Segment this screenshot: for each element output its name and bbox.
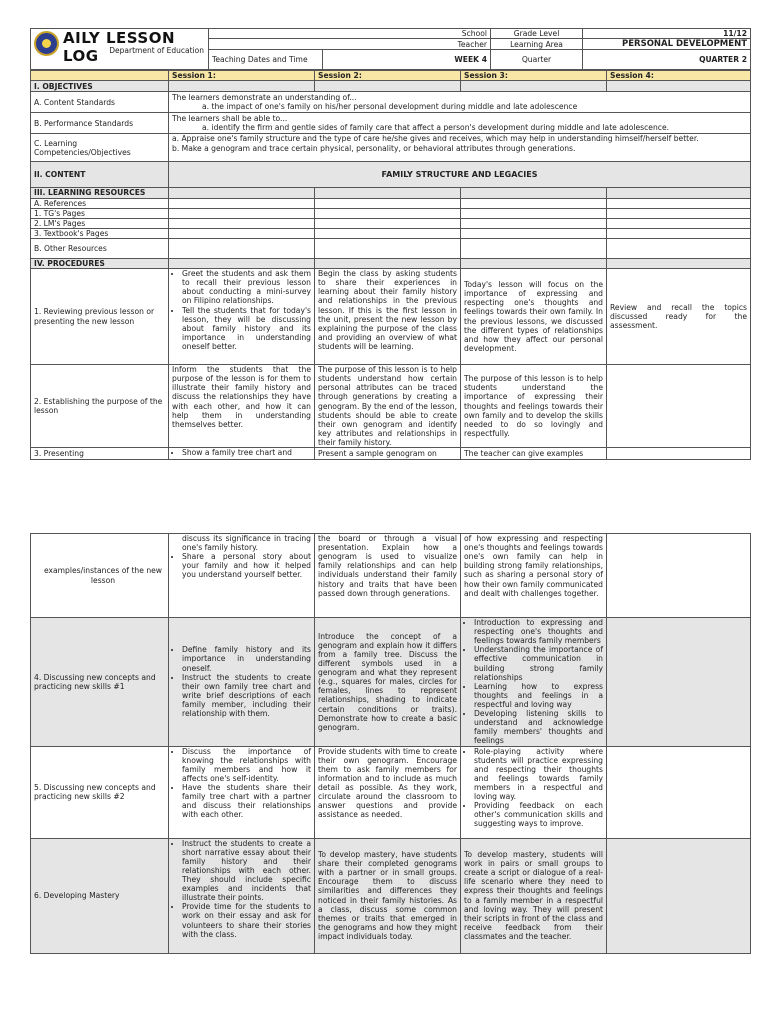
content-standards-value — [169, 92, 751, 113]
procedure-6-s3: To develop mastery, students will work in pairs or small groups to create a script or dialogue of a real-life scenario where they need to express their thoughts and feelings to a family member in a respectful and loving way. They will present their scripts in front of the class and receive feedback from their classmates and the teacher. — [461, 838, 607, 953]
week-value: WEEK 4 — [323, 50, 491, 70]
procedure-row-4 — [31, 618, 751, 747]
quarter-value: QUARTER 2 — [583, 50, 751, 70]
session-4-label: Session 4: — [607, 71, 751, 81]
textbook-pages-label: 3. Textbook's Pages — [31, 228, 169, 238]
procedure-4-s3-bullet-3: • Learning how to express thoughts and feelings in a respectful and loving way — [474, 682, 603, 709]
procedures-heading: IV. PROCEDURES — [31, 258, 169, 268]
procedure-3-s3: The teacher can give examples — [461, 448, 607, 460]
content-value: FAMILY STRUCTURE AND LEGACIES — [169, 162, 751, 188]
procedure-3-label: 3. Presenting — [31, 448, 169, 460]
teacher-label: Teacher — [209, 39, 491, 50]
procedure-1-s1-bullet-2: • Tell the students that for today's lesson, they will be discussing about family history and its importance in understanding oneself better. — [182, 306, 311, 352]
procedure-6-s1-bullet-1: • Instruct the students to create a short narrative essay about their family history and their relationships with each other. They should include specific examples and incidents that illustrate their points. — [182, 839, 311, 903]
procedure-1-label: 1. Reviewing previous lesson or presenting the new lesson — [31, 269, 169, 365]
log-title: AILY LESSON LOG — [63, 29, 176, 65]
content-standards-intro: The learners demonstrate an understanding of... — [172, 93, 357, 103]
continued-table — [30, 533, 751, 954]
procedure-2-s2: The purpose of this lesson is to help students understand how certain personal attributes can be traced through generations by creating a genogram. By the end of the lesson, students should be able to create their own genogram and identify key attributes and relationships in their family history. — [315, 365, 461, 448]
performance-standards-value — [169, 113, 751, 134]
lesson-log-page-2 — [30, 533, 750, 954]
performance-standards-item: a. identify the firm and gentle sides of family care that affect a person's development during middle and late adolescence. — [202, 123, 670, 133]
teaching-dates-label: Teaching Dates and Time — [209, 50, 323, 70]
procedure-3-s2: Present a sample genogram on — [315, 448, 461, 460]
procedure-row-5 — [31, 746, 751, 838]
content-heading: II. CONTENT — [31, 162, 169, 188]
procedure-5-s1-bullet-2: • Have the students share their family tree chart with a partner and discuss their relationships with each other. — [182, 783, 311, 819]
procedure-row-3 — [31, 448, 751, 460]
procedure-2-label: 2. Establishing the purpose of the lesson — [31, 365, 169, 448]
competency-b: b. Make a genogram and trace certain physical, personality, or behavioral attributes through generations. — [172, 143, 576, 153]
procedure-5-s3-bullet-1: • Role-playing activity where students will practice expressing and respecting their thoughts and feelings towards family members in a respectful and loving way. — [474, 747, 603, 802]
procedure-4-s1-bullet-2: • Instruct the students to create their own family tree chart and write brief descriptions of each family member, including their relationship with them. — [182, 673, 311, 719]
session-3-label: Session 3: — [461, 71, 607, 81]
procedure-5-s3-bullet-2: • Providing feedback on each other's communication skills and suggesting ways to improve. — [474, 801, 603, 828]
quarter-label: Quarter — [491, 50, 583, 70]
lesson-log-page-1 — [30, 28, 750, 460]
procedure-1-s4: Review and recall the topics discussed ready for the assessment. — [607, 269, 751, 365]
procedure-3-label-cont: examples/instances of the new lesson — [31, 534, 169, 618]
procedure-2-s1: Inform the students that the purpose of the lesson is for them to illustrate their family history and discuss the relationships they have with each other, and how it can help them in understanding themselves better. — [169, 365, 315, 448]
procedure-5-s1-bullet-1: • Discuss the importance of knowing the relationships with family members and how it affects one's self-identity. — [182, 747, 311, 783]
session-header-row — [31, 71, 751, 81]
objectives-heading: I. OBJECTIVES — [31, 81, 169, 92]
procedure-row-2 — [31, 365, 751, 448]
procedure-3-s2-cont: the board or through a visual presentation. Explain how a genogram is used to visualize family relationships and can help individuals understand their family history and traits that have been passed down through generations. — [315, 534, 461, 618]
procedure-4-label: 4. Discussing new concepts and practicing new skills #1 — [31, 618, 169, 747]
content-standards-label: A. Content Standards — [31, 92, 169, 113]
session-1-label: Session 1: — [169, 71, 315, 81]
main-table — [30, 70, 751, 460]
grade-level-value: 11/12 — [583, 29, 751, 39]
procedure-1-s2: Begin the class by asking students to share their experiences in learning about their family history and relationships in the previous lesson. If this is the first lesson in the unit, present the new lesson by explaining the purpose of the class and providing an overview of what students will be learning. — [315, 269, 461, 365]
header-table — [30, 28, 751, 70]
performance-standards-intro: The learners shall be able to... — [172, 114, 288, 124]
school-label: School — [209, 29, 491, 39]
procedure-6-s2: To develop mastery, have students share their completed genograms with a partner or in small groups. Encourage them to discuss similarities and differences they noticed in their family histories. As a class, discuss some common themes or traits that emerged in the genograms and how they might impact individuals today. — [315, 838, 461, 953]
grade-level-label: Grade Level — [491, 29, 583, 39]
procedure-2-s3: The purpose of this lesson is to help students understand the importance of expressing their thoughts and feelings towards their own family and to develop the skills needed to do so lovingly and respectfully. — [461, 365, 607, 448]
procedure-3-s1-cont: discuss its significance in tracing one's family history. — [182, 534, 311, 553]
procedure-row-6 — [31, 838, 751, 953]
content-standards-item: a. the impact of one's family on his/her personal development during middle and late adolescence — [202, 102, 578, 112]
procedure-4-s3-bullet-2: • Understanding the importance of effective communication in building strong family relationships — [474, 645, 603, 681]
procedure-1-s1-bullet-1: • Greet the students and ask them to recall their previous lesson about conducting a mini-survey on Filipino relationships. — [182, 269, 311, 305]
deped-seal-icon — [34, 31, 59, 56]
procedure-5-label: 5. Discussing new concepts and practicing new skills #2 — [31, 746, 169, 838]
procedure-row-1 — [31, 269, 751, 365]
resources-heading: III. LEARNING RESOURCES — [31, 188, 169, 198]
other-resources-label: B. Other Resources — [31, 238, 169, 258]
procedure-6-s1-bullet-2: • Provide time for the students to work on their essay and ask for volunteers to share their stories with the class. — [182, 902, 311, 938]
procedure-4-s3-bullet-1: • Introduction to expressing and respecting one's thoughts and feelings towards family members — [474, 618, 603, 645]
procedure-4-s2: Introduce the concept of a genogram and explain how it differs from a family tree. Discuss the different symbols used in a genogram and what they represent (e.g., squares for males, circles for females, lines to represent relationships, shading to indicate certain conditions or traits). Demonstrate how to create a basic genogram. — [315, 618, 461, 747]
competencies-label: C. Learning Competencies/Objectives — [31, 134, 169, 162]
procedure-6-label: 6. Developing Mastery — [31, 838, 169, 953]
procedure-4-s3-bullet-4: • Developing listening skills to understand and acknowledge family members' thoughts and feelings — [474, 709, 603, 745]
performance-standards-label: B. Performance Standards — [31, 113, 169, 134]
procedure-3-s3-cont: of how expressing and respecting one's thoughts and feelings towards one's own family can help in building strong family relationships, such as sharing a personal story of how their own family communicated and dealt with challenges together. — [461, 534, 607, 618]
procedure-1-s3: Today's lesson will focus on the importance of expressing and respecting one's thoughts and feelings towards their own family. In the previous lessons, we discussed the different types of relationships and how they affect our personal development. — [461, 269, 607, 365]
learning-area-value: PERSONAL DEVELOPMENT — [583, 39, 751, 50]
department-name: Department of Education — [109, 46, 204, 55]
learning-area-label: Learning Area — [491, 39, 583, 50]
procedure-4-s1-bullet-1: • Define family history and its importance in understanding oneself. — [182, 645, 311, 672]
procedure-row-3-cont — [31, 534, 751, 618]
procedure-5-s2: Provide students with time to create their own genogram. Encourage them to ask family members for information and to include as much detail as possible. As they work, circulate around the classroom to answer questions and provide assistance as needed. — [315, 746, 461, 838]
competencies-value — [169, 134, 751, 162]
tg-pages-label: 1. TG's Pages — [31, 208, 169, 218]
session-2-label: Session 2: — [315, 71, 461, 81]
header-logo-cell — [31, 29, 209, 70]
references-label: A. References — [31, 198, 169, 208]
lm-pages-label: 2. LM's Pages — [31, 218, 169, 228]
procedure-3-s1: • Show a family tree chart and — [182, 448, 311, 457]
competency-a: a. Appraise one's family structure and the type of care he/she gives and receives, which may help in understanding himself/herself better. — [172, 134, 699, 144]
procedure-3-s1-bullet-2: • Share a personal story about your family and how it helped you understand yourself better. — [182, 552, 311, 579]
